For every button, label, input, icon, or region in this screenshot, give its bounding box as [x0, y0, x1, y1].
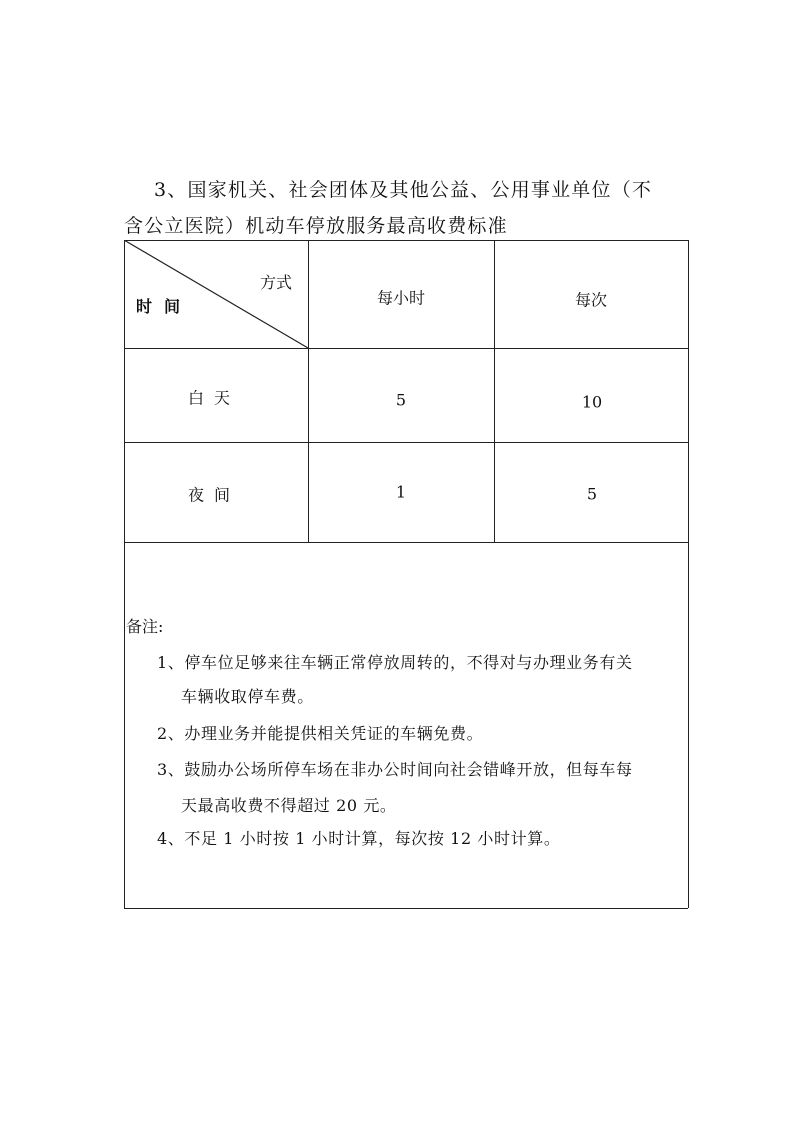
note-1-line-2: 车辆收取停车费。	[181, 687, 314, 706]
row-label-day: 白天	[187, 388, 241, 408]
table-rule-row2	[124, 542, 688, 543]
column-header-per-hour: 每小时	[376, 288, 426, 308]
cell-night-per-hour: 1	[395, 482, 407, 502]
document-title	[124, 172, 694, 244]
note-4-line-1: 4、不足 1 小时按 1 小时计算，每次按 12 小时计算。	[157, 829, 561, 848]
note-1-line-1: 1、停车位足够来往车辆正常停放周转的，不得对与办理业务有关	[157, 653, 633, 672]
note-2-line-1: 2、办理业务并能提供相关凭证的车辆免费。	[157, 724, 484, 743]
header-corner-method: 方式	[260, 273, 293, 292]
fee-table	[124, 240, 688, 908]
table-col-divider-2	[494, 240, 495, 542]
table-rule-row1	[124, 442, 688, 443]
title-line-2: 含公立医院）机动车停放服务最高收费标准	[124, 215, 508, 237]
note-3-line-1: 3、鼓励办公场所停车场在非办公时间向社会错峰开放，但每车每	[157, 760, 633, 779]
cell-night-per-time: 5	[586, 484, 598, 504]
row-label-night: 夜间	[187, 485, 241, 505]
column-header-per-time: 每次	[574, 290, 608, 310]
header-corner-time: 时间	[136, 297, 193, 316]
cell-day-per-time: 10	[581, 392, 603, 412]
notes-label: 备注:	[126, 617, 164, 636]
title-line-1: 3、国家机关、社会团体及其他公益、公用事业单位（不	[154, 179, 653, 201]
cell-day-per-hour: 5	[395, 390, 407, 410]
table-border-right	[688, 240, 689, 908]
table-border-bottom	[124, 908, 688, 909]
note-3-line-2: 天最高收费不得超过 20 元。	[181, 796, 397, 815]
